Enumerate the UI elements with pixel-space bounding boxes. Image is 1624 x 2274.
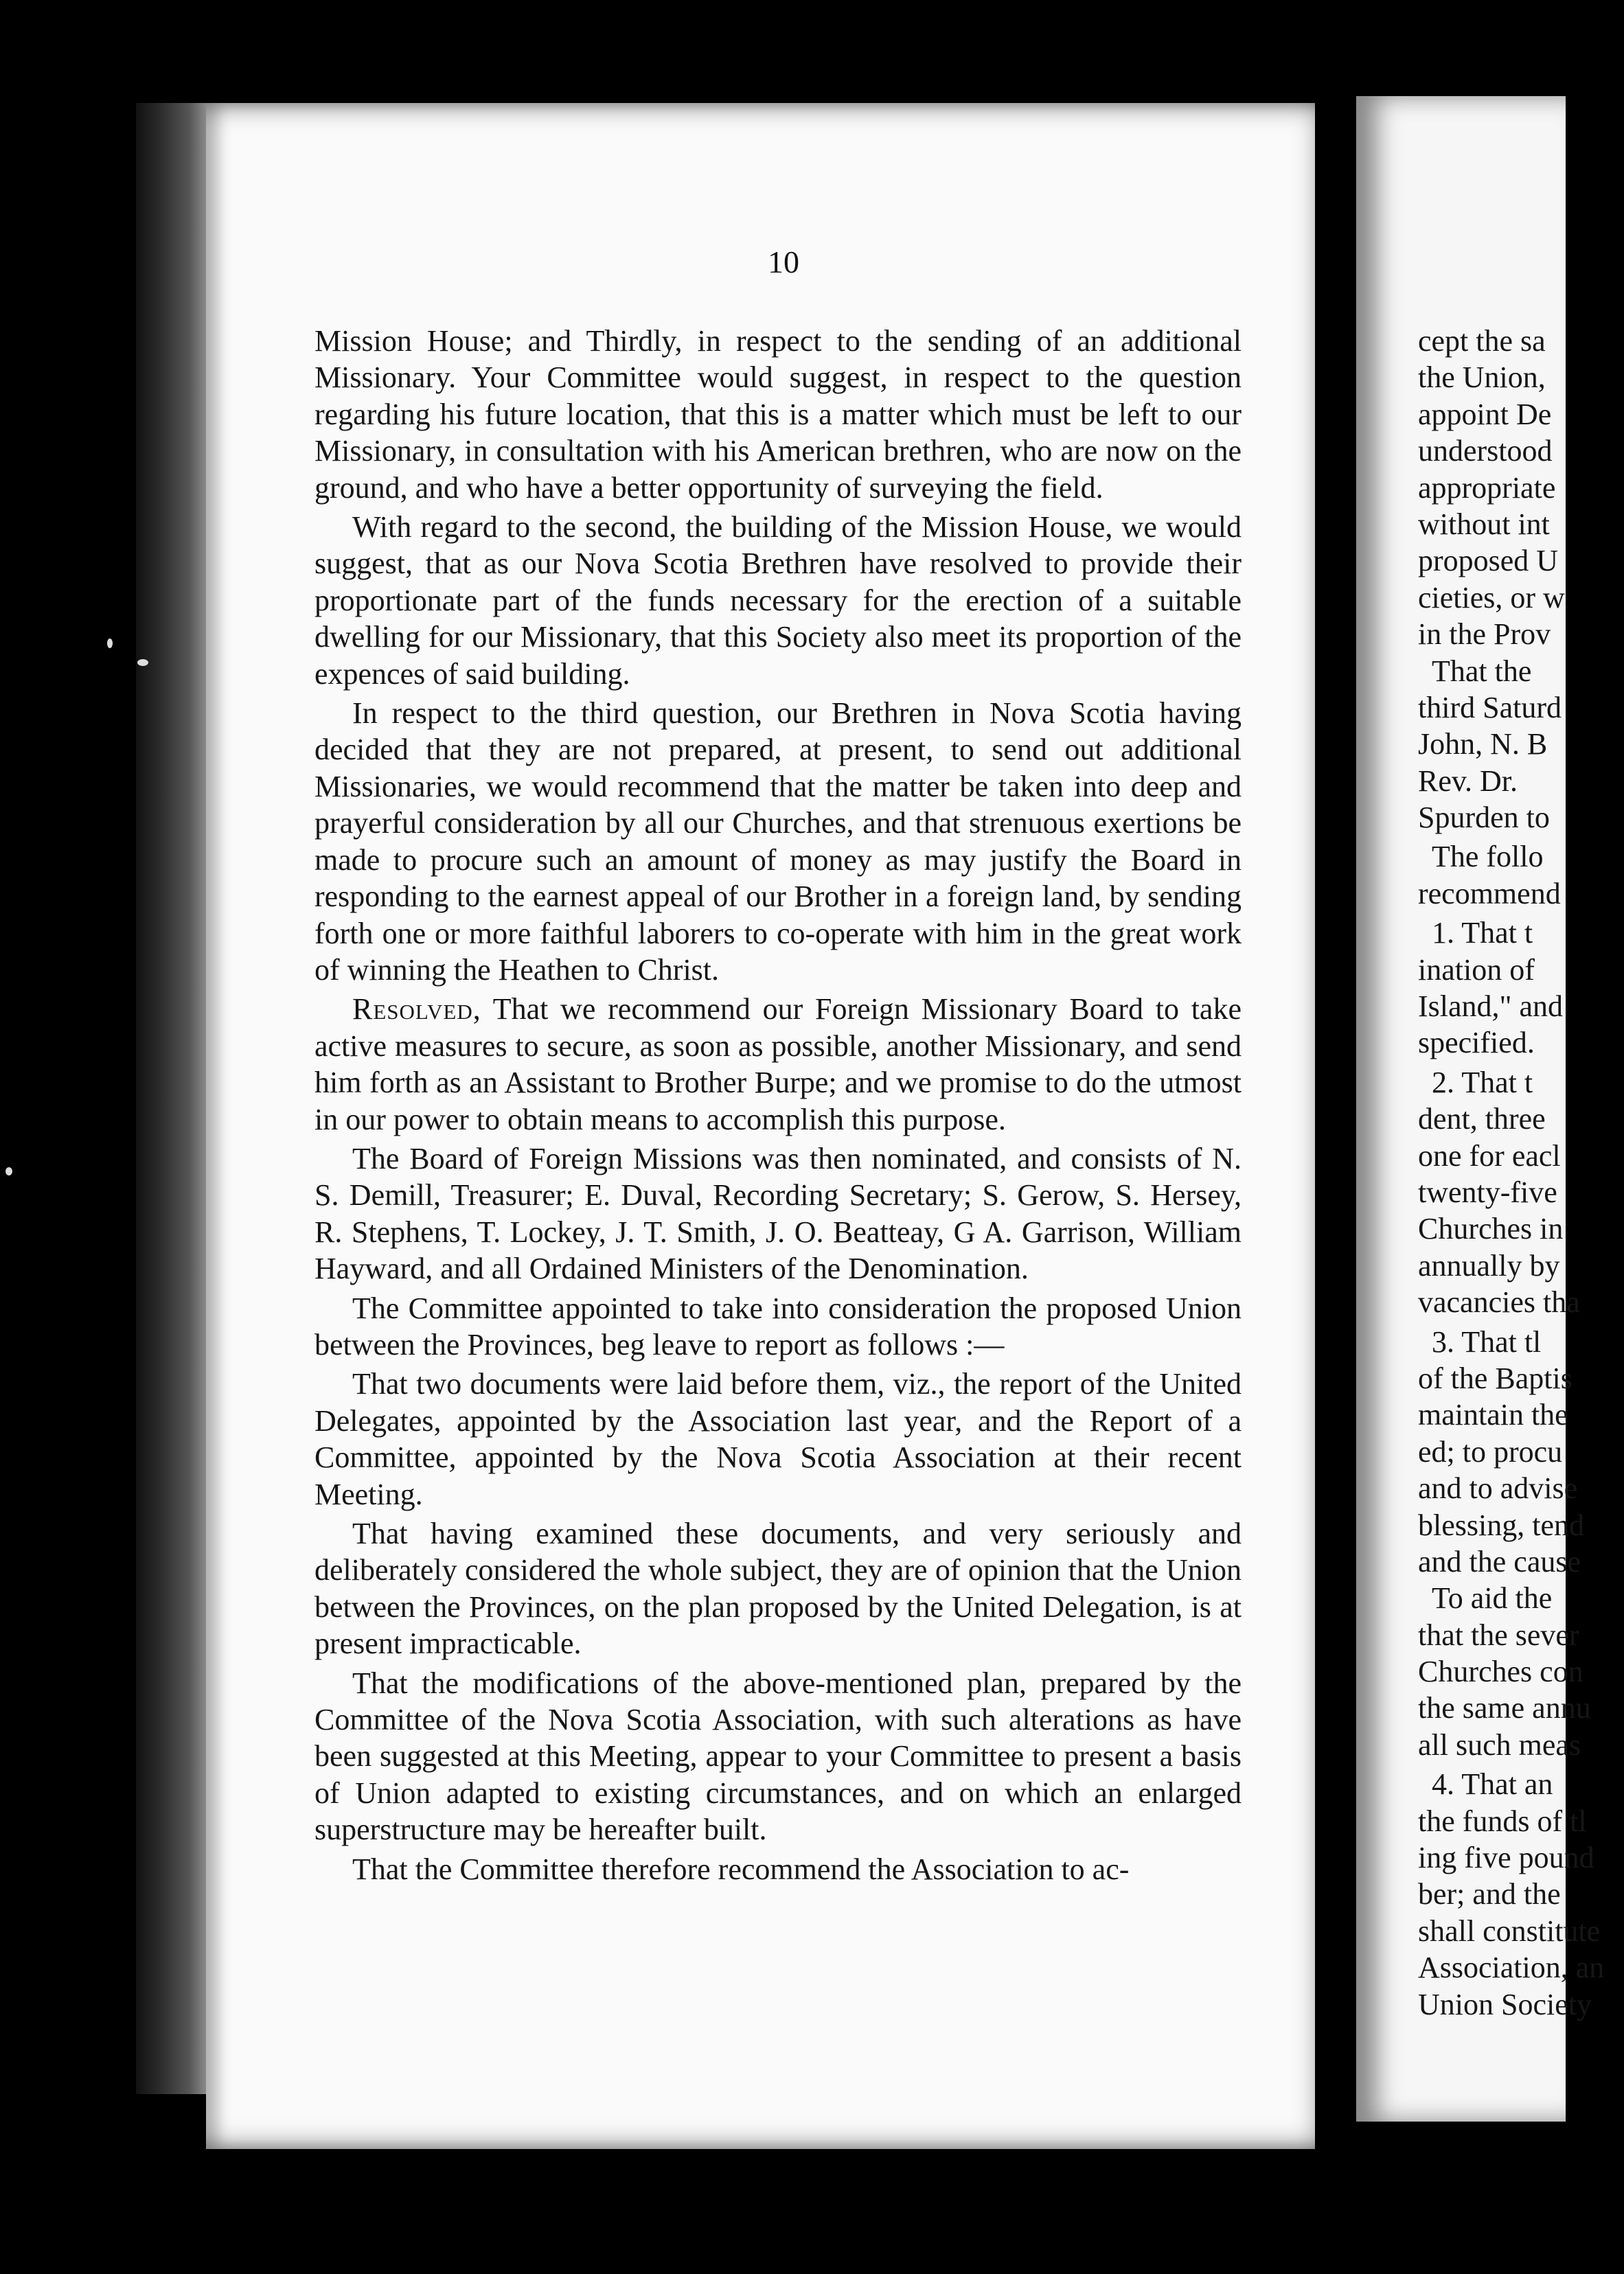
text-line: ination of [1418,952,1535,987]
text-line: in the Prov [1418,617,1551,652]
text-line: 2. That t [1432,1065,1533,1099]
page-gutter [1315,89,1356,2163]
page-number: 10 [768,244,799,279]
text-line: shall constitute [1418,1914,1601,1948]
text-line: proposed U [1418,544,1559,578]
paragraph: That having examined these documents, and very seriously and deliberately considered the whole subject, they are of opinion that the Union between the Provinces, on the plan proposed by the United Delegation, is at present impracticable. [314,1517,1242,1661]
book-edge [136,103,211,2094]
text-line: 4. That an [1432,1767,1553,1802]
text-line: appoint De [1418,397,1552,431]
text-line: appropriate [1418,470,1556,505]
paragraph: That the Committee therefore recommend the Association to ac- [352,1852,1130,1886]
paragraph: That two documents were laid before them, viz., the report of the United Delegates, appointed by the Association last year, and the Report of a Committee, appointed by the Nova Scotia Association at their recent Meeting. [314,1367,1242,1511]
text-line: annually by [1418,1248,1560,1283]
text-line: The follo [1432,840,1544,874]
text-line: twenty-five [1418,1175,1557,1209]
paragraph: Mission House; and Thirdly, in respect to the sending of an additional Missionary. Your Committee would suggest, in respect to the question regarding his future location, that this is a matter which must be left to our Missionary, in consultation with his American brethren, who are now on the ground, and who have a better opportunity of surveying the field. [314,324,1242,505]
text-line: 3. That tl [1432,1324,1542,1359]
text-line: John, N. B [1418,727,1548,761]
text-line: ed; to procu [1418,1434,1563,1469]
text-line: Union Society [1418,1987,1592,2021]
text-line: To aid the [1432,1581,1553,1616]
text-line: Island," and [1418,989,1564,1024]
text-line: Association, an [1418,1951,1605,1985]
text-line: and to advise [1418,1471,1578,1506]
text-line: vacancies tha [1418,1285,1580,1320]
text-line: maintain the [1418,1398,1568,1432]
paper-speck [5,1167,12,1175]
text-line: blessing, tend [1418,1508,1584,1542]
resolved-lead: Resolved, [352,992,481,1026]
text-line: all such meas [1418,1727,1581,1762]
text-line: cieties, or w [1418,580,1565,615]
text-line: ber; and the [1418,1877,1561,1911]
paragraph: In respect to the third question, our Brethren in Nova Scotia having decided that they are not prepared, at present, to send out additional Missionaries, we would recommend that the matter be taken into deep and prayerful consideration by all our Churches, and that strenuous exertions be made to procure such an amount of money as may justify the Board in responding to the earnest appeal of our Brother in a foreign land, by sending forth one or more faithful laborers to co-operate with him in the great work of winning the Heathen to Christ. [314,696,1242,987]
text-line: the funds of tl [1418,1804,1587,1838]
text-line: Spurden to [1418,801,1550,835]
paragraph: The Board of Foreign Missions was then nominated, and consists of N. S. Demill, Treasurer; E. Duval, Recording Secretary; S. Gerow, S. Hersey, R. Stephens, T. Lockey, J. T. Smith, J. O. Beatteay, G A. Garrison, William Hayward, and all Ordained Ministers of the Denomination. [314,1141,1242,1286]
text-line: That the [1432,654,1532,688]
paragraph: With regard to the second, the building of the Mission House, we would suggest, that as our Nova Scotia Brethren have resolved to provide their proportionate part of the funds necessary for the erection of a suitable dwelling for our Missionary, that this Society also meet its proportion of the expences of said building. [314,510,1242,691]
text-line: specified. [1418,1026,1535,1060]
text-line: understood [1418,434,1553,468]
resolution-paragraph [314,991,1242,1138]
paper-speck [107,639,113,648]
text-line: without int [1418,507,1550,541]
text-line: of the Baptis [1418,1361,1572,1395]
right-page-text [1418,323,1624,2023]
text-line: Churches in [1418,1212,1564,1246]
resolution-text: That we recommend our Foreign Missionary Board to take active measures to secure, as soon as possible, another Missionary, and send him forth as an Assistant to Brother Burpe; and we promise to do the utmost in our power to obtain means to accomplish this purpose. [314,992,1242,1136]
text-line: that the sever [1418,1618,1579,1652]
text-line: one for eacl [1418,1138,1561,1173]
text-line: the Union, [1418,360,1546,395]
text-line: the same annu [1418,1691,1591,1725]
paragraph: The Committee appointed to take into consideration the proposed Union between the Provinces, beg leave to report as follows :— [314,1291,1242,1362]
text-line: Churches con [1418,1655,1583,1689]
paragraph: That the modifications of the above-mentioned plan, prepared by the Committee of the Nova Scotia Association, with such alterations as have been suggested at this Meeting, appear to your Committee to present a basis of Union adapted to existing circumstances, and on which an enlarged superstructure may be hereafter built. [314,1666,1242,1847]
paper-speck [137,659,148,666]
text-line: dent, three [1418,1102,1546,1136]
text-line: recommend [1418,876,1561,910]
text-line: third Saturd [1418,690,1562,724]
text-line: 1. That t [1432,916,1533,950]
text-line: cept the sa [1418,324,1546,358]
text-line: and the cause [1418,1544,1581,1578]
text-line: Rev. Dr. [1418,763,1518,798]
left-page-text [314,323,1242,1887]
text-line: ing five pound [1418,1841,1594,1875]
